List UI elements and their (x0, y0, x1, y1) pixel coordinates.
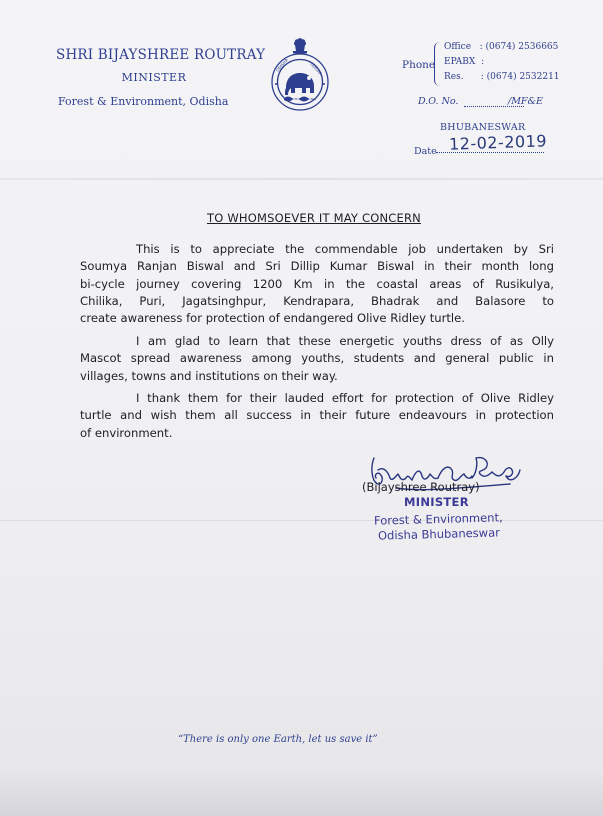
letterhead-city: BHUBANESWAR (440, 122, 526, 133)
paragraph-2 (80, 333, 554, 385)
paragraph-line: Soumya Ranjan Biswal and Sri Dillip Kumar Biswal in their month long (80, 259, 554, 274)
paragraph-line: I am glad to learn that these energetic youths dress of as Olly (136, 334, 554, 348)
paragraph-line: turtle and wish them all success in their future endeavours in protection (80, 408, 554, 423)
stamp-title: MINISTER (404, 495, 469, 509)
stamp-department: Forest & Environment, (373, 510, 503, 528)
paragraph-line: I thank them for their lauded effort for protection of Olive Ridley (136, 391, 554, 405)
paragraph-line: villages, towns and institutions on their way. (80, 368, 338, 383)
date-label: Date (414, 146, 437, 157)
paragraph-1 (80, 241, 554, 327)
state-emblem-icon (262, 38, 338, 116)
page-shadow (0, 770, 603, 816)
stamp-place: Odisha Bhubaneswar (377, 525, 501, 543)
do-number-suffix: /MF&E (508, 96, 543, 107)
paragraph-line: Chilika, Puri, Jagatsinghpur, Kendrapara, Bhadrak and Balasore to (80, 293, 554, 308)
letter-heading: TO WHOMSOEVER IT MAY CONCERN (207, 211, 421, 225)
phone-office: Office : (0674) 2536665 (444, 42, 559, 52)
phone-brace (434, 42, 443, 86)
footer-motto: “There is only one Earth, let us save it” (178, 734, 378, 745)
paper-fold (0, 178, 603, 180)
paragraph-line: Mascot spread awareness among youths, students and general public in (80, 351, 554, 366)
letterhead-title: MINISTER (121, 71, 187, 84)
paragraph-line: This is to appreciate the commendable job undertaken by Sri (136, 242, 554, 256)
signatory-name: (Bijayshree Routray) (362, 480, 480, 494)
svg-text:ODISHA: ODISHA (309, 61, 324, 77)
phone-label: Phone (402, 59, 436, 71)
letterhead-department: Forest & Environment, Odisha (58, 95, 229, 108)
svg-text:ODISHA: ODISHA (274, 57, 289, 73)
letterhead-name: SHRI BIJAYSHREE ROUTRAY (56, 47, 266, 63)
paragraph-line: bi-cycle journey covering 1200 Km in the coastal areas of Rusikulya, (80, 276, 554, 291)
do-number-label: D.O. No. (418, 96, 459, 107)
paragraph-line: of environment. (80, 425, 173, 440)
paper-fold (0, 520, 603, 521)
phone-epabx: EPABX : (444, 57, 485, 67)
date-value: 12-02-2019 (448, 131, 548, 154)
paragraph-3 (80, 390, 554, 442)
paragraph-line: create awareness for protection of endangered Olive Ridley turtle. (80, 311, 465, 326)
phone-residence: Res. : (0674) 2532211 (444, 72, 560, 82)
